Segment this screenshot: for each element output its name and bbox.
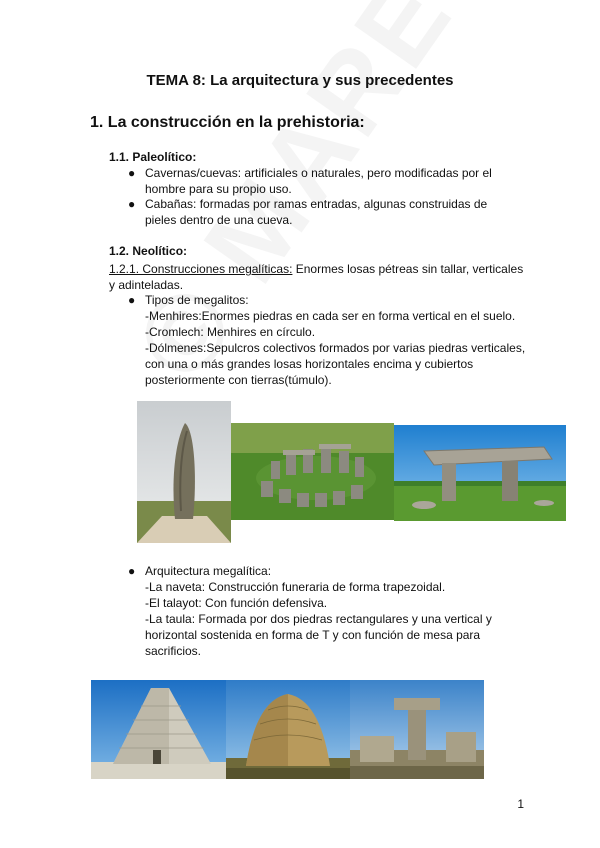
taula-photo — [350, 680, 484, 779]
arquitectura-line: horizontal sostenida en forma de T y con función de mesa para — [145, 628, 481, 642]
menhir-photo — [137, 401, 231, 543]
list-item: ● Arquitectura megalítica: — [128, 564, 272, 578]
dolmen-photo — [394, 425, 566, 521]
section-heading: 1. La construcción en la prehistoria: — [90, 114, 365, 131]
arquitectura-line: -La taula: Formada por dos piedras rectangulares y una vertical y — [145, 612, 492, 626]
page-number: 1 — [517, 797, 524, 811]
bullet-icon: ● — [128, 293, 136, 307]
paleolitico-heading: 1.1. Paleolítico: — [109, 150, 197, 164]
cromlech-photo — [231, 423, 394, 520]
megaliticas-paragraph: 1.2.1. Construcciones megalíticas: Enormes losas pétreas sin tallar, verticales — [109, 262, 524, 276]
megaliticas-paragraph-cont: y adinteladas. — [109, 278, 184, 292]
megalitos-line: con una o más grandes losas horizontales encima y cubiertos — [145, 357, 474, 371]
arquitectura-line: -La naveta: Construcción funeraria de forma trapezoidal. — [145, 580, 446, 594]
list-item: ● Tipos de megalitos: — [128, 293, 249, 307]
megalitos-line: posteriormente con tierras(túmulo). — [145, 373, 332, 387]
megalitos-line: -Dólmenes:Sepulcros colectivos formados por varias piedras verticales, — [145, 341, 526, 355]
megalitos-line: -Cromlech: Menhires en círculo. — [145, 325, 316, 339]
bullet-icon: ● — [128, 166, 136, 180]
list-item: ● Cabañas: formadas por ramas entradas, algunas construidas de pieles dentro de una cueva. — [128, 197, 488, 227]
list-item: ● Cavernas/cuevas: artificiales o naturales, pero modificadas por el hombre para su propio uso. — [128, 166, 492, 196]
bullet-icon: ● — [128, 197, 136, 211]
arquitectura-line: sacrificios. — [145, 644, 202, 658]
subsection-label: 1.2.1. Construcciones megalíticas: — [109, 262, 293, 276]
naveta-photo — [91, 680, 226, 779]
arquitectura-line: -El talayot: Con función defensiva. — [145, 596, 328, 610]
talayot-photo — [226, 680, 350, 779]
bullet-icon: ● — [128, 564, 136, 578]
megalitos-line: -Menhires:Enormes piedras en cada ser en forma vertical en el suelo. — [145, 309, 516, 323]
neolitico-heading: 1.2. Neolítico: — [109, 244, 188, 258]
page-title: TEMA 8: La arquitectura y sus precedentes — [146, 72, 454, 89]
